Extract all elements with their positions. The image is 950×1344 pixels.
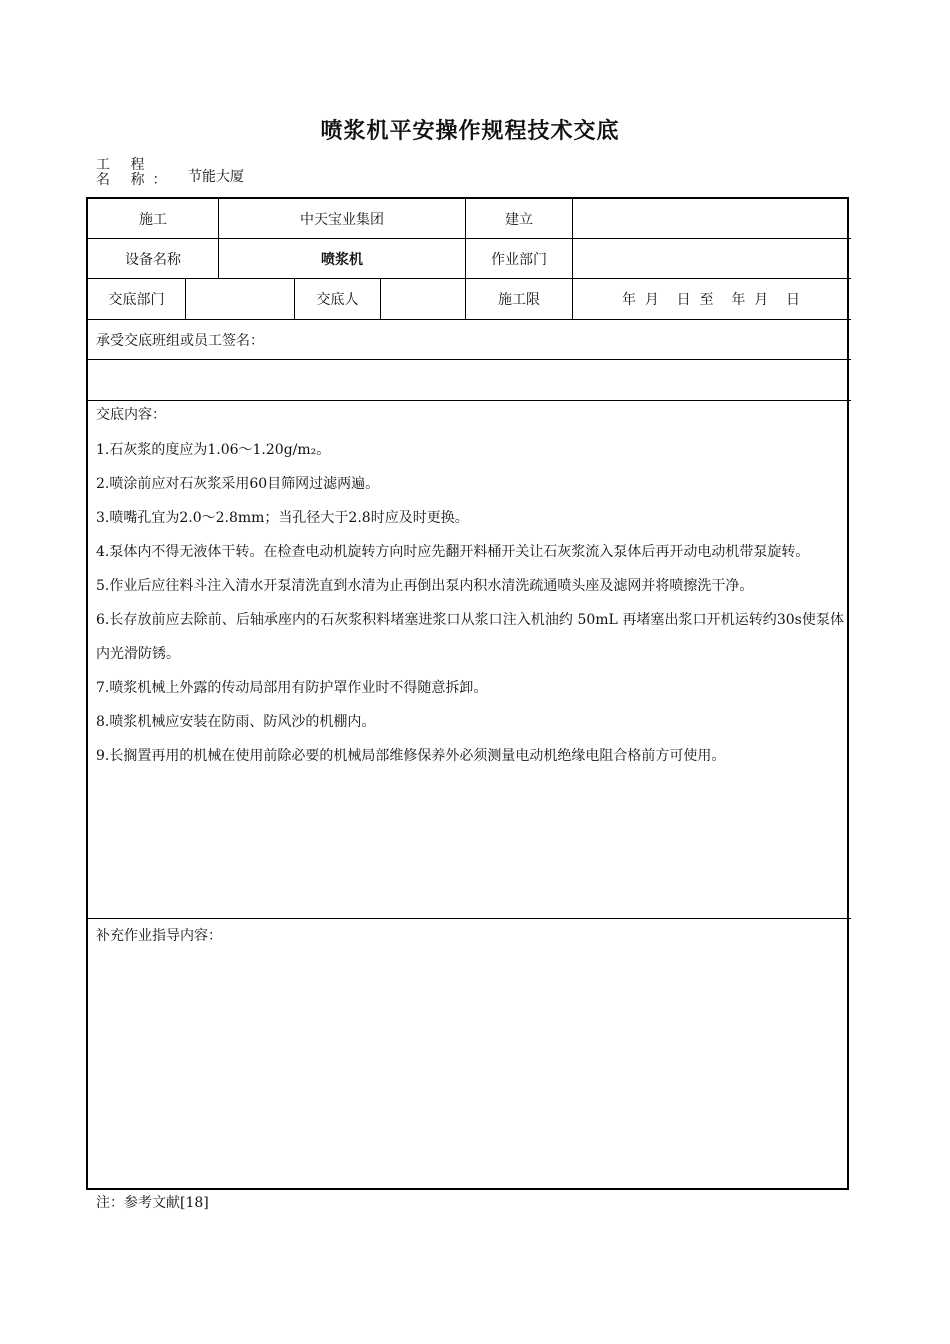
discloser-value bbox=[381, 279, 465, 319]
content-item: 4.泵体内不得无液体干转。在检查电动机旋转方向时应先翻开料桶开关让石灰浆流入泵体后再开动电动机带泵旋转。 bbox=[96, 544, 810, 560]
construction-value: 中天宝业集团 bbox=[300, 211, 384, 228]
work-dept-value bbox=[573, 239, 849, 278]
page-title: 喷浆机平安操作规程技术交底 bbox=[320, 119, 620, 144]
build-label: 建立 bbox=[505, 211, 533, 228]
period-value: 年 月 日 至 年 月 日 bbox=[621, 292, 801, 308]
construction-label: 施工 bbox=[139, 211, 167, 228]
supplement-label: 补充作业指导内容： bbox=[96, 928, 222, 944]
project-name-label: 工 程 名 称： bbox=[96, 157, 175, 188]
row-divider bbox=[86, 400, 851, 401]
disclosure-content bbox=[96, 403, 844, 773]
content-item: 3.喷嘴孔宜为2.0～2.8mm；当孔径大于2.8时应及时更换。 bbox=[96, 510, 469, 526]
build-value bbox=[573, 199, 849, 238]
project-name-value: 节能大厦 bbox=[188, 169, 244, 185]
equipment-label: 设备名称 bbox=[125, 251, 181, 268]
content-item: 8.喷浆机械应安装在防雨、防风沙的机棚内。 bbox=[96, 714, 376, 730]
content-label: 交底内容： bbox=[96, 407, 166, 423]
disclosure-dept-label: 交底部门 bbox=[108, 292, 165, 308]
content-item: 9.长搁置再用的机械在使用前除必要的机械局部维修保养外必须测量电动机绝缘电阻合格前方可使用。 bbox=[96, 748, 726, 764]
equipment-value: 喷浆机 bbox=[321, 251, 363, 268]
row-divider bbox=[86, 359, 851, 360]
discloser-label: 交底人 bbox=[316, 292, 359, 308]
disclosure-dept-value bbox=[186, 279, 294, 319]
period-label: 施工限 bbox=[498, 292, 540, 308]
signature-label: 承受交底班组或员工签名： bbox=[96, 333, 264, 349]
content-item: 2.喷涂前应对石灰浆采用60目筛网过滤两遍。 bbox=[96, 476, 380, 492]
content-item: 1.石灰浆的度应为1.06～1.20g/m₂。 bbox=[96, 442, 331, 458]
row-divider bbox=[86, 319, 851, 320]
row-divider bbox=[86, 918, 851, 919]
content-item: 7.喷浆机械上外露的传动局部用有防护罩作业时不得随意拆卸。 bbox=[96, 680, 488, 696]
work-dept-label: 作业部门 bbox=[491, 251, 547, 268]
content-item: 5.作业后应往料斗注入清水开泵清洗直到水清为止再倒出泵内积水清洗疏通喷头座及滤网并将喷擦洗干净。 bbox=[96, 578, 754, 594]
reference-note: 注：参考文献[18] bbox=[96, 1195, 209, 1211]
content-item: 6.长存放前应去除前、后轴承座内的石灰浆积料堵塞进浆口从浆口注入机油约 50mL 再堵塞出浆口开机运转约30s使泵体内光滑防锈。 bbox=[96, 612, 844, 662]
